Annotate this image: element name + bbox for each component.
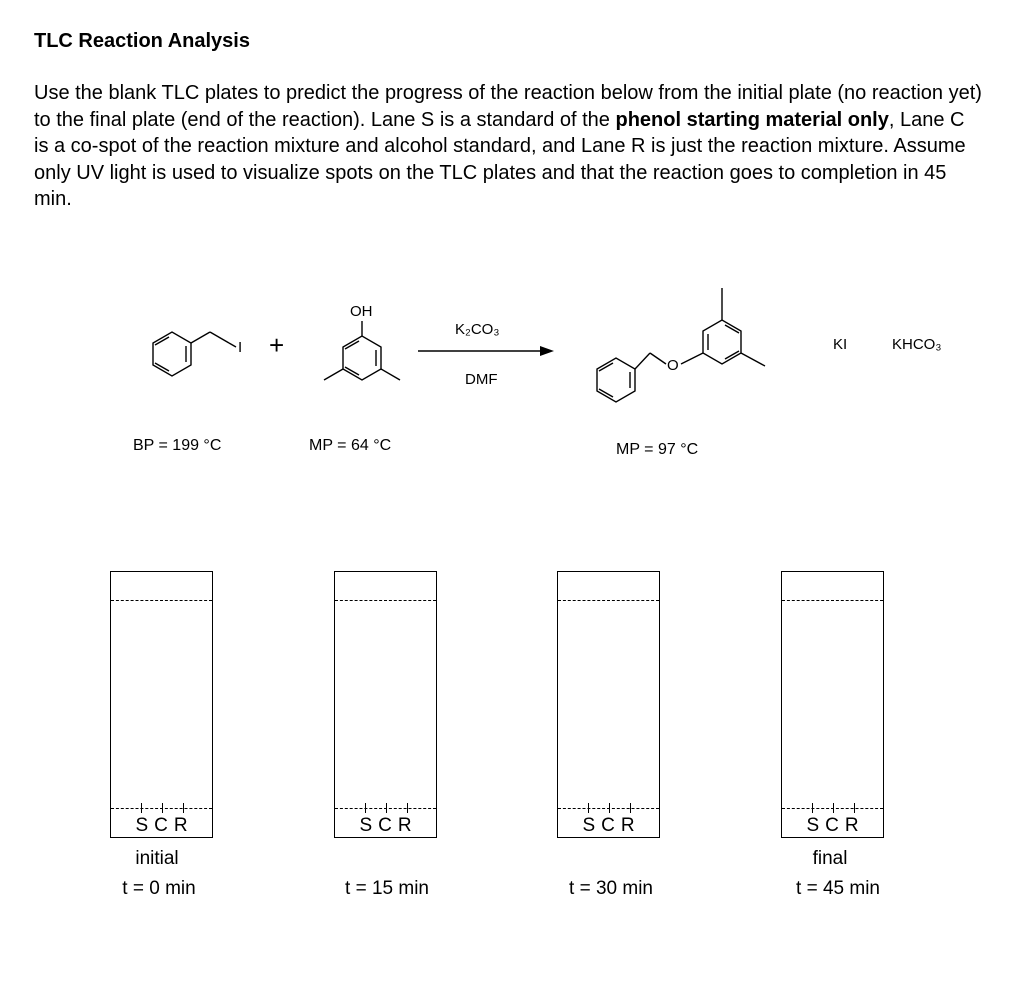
plus-sign: + (269, 330, 285, 360)
lane-s-tick (365, 803, 366, 813)
lane-labels: SCR (135, 815, 194, 836)
hydroxyl-label: OH (350, 303, 373, 320)
plate-stage-final: final (812, 848, 848, 869)
instructions-bold-text: phenol starting material only (615, 108, 889, 131)
instructions-text-1: Use the blank TLC plates to predict the progress of the reaction below from the initial plate (no reaction yet) to the final plate (end of the reaction). Lane S is a standard of the (34, 82, 982, 131)
iodine-label: I (238, 339, 243, 356)
lane-r-tick (407, 803, 408, 813)
benzyl-iodide-structure (153, 332, 236, 376)
solvent-front-line (111, 600, 212, 601)
tlc-plate-30min (557, 571, 660, 838)
arrow-head (540, 346, 554, 356)
lane-c-tick (386, 803, 387, 813)
plate-stage-initial: initial (135, 848, 179, 869)
solvent-front-line (558, 600, 659, 601)
plate-time-30: t = 30 min (569, 878, 653, 899)
tlc-plate-initial (110, 571, 213, 838)
plate-time-45: t = 45 min (796, 878, 880, 899)
plate-time-15: t = 15 min (345, 878, 429, 899)
tlc-plate-final (781, 571, 884, 838)
byproduct-ki: KI (833, 336, 848, 353)
lane-s-tick (141, 803, 142, 813)
dimethylphenol-structure (324, 321, 400, 380)
solvent-front-line (782, 600, 883, 601)
byproduct-khco3: KHCO₃ (892, 336, 942, 353)
lane-labels: SCR (806, 815, 865, 836)
lane-c-tick (162, 803, 163, 813)
reagent-label: K₂CO₃ (455, 321, 500, 338)
solvent-label: DMF (465, 371, 498, 388)
lane-c-tick (833, 803, 834, 813)
lane-s-tick (812, 803, 813, 813)
lane-s-tick (588, 803, 589, 813)
lane-labels: SCR (582, 815, 641, 836)
lane-r-tick (630, 803, 631, 813)
lane-r-tick (854, 803, 855, 813)
instructions-text-2: , Lane C is a co-spot of the reaction mixture and alcohol standard, and Lane R is just the reaction mixture. Assume only UV light is used to visualize spots on the TLC plates and that the reaction goes to completion in 45 min. (34, 108, 966, 210)
tlc-plate-15min (334, 571, 437, 838)
product-ether-structure (597, 288, 765, 402)
plate-time-0: t = 0 min (122, 878, 196, 899)
reactant2-property: MP = 64 °C (309, 437, 392, 454)
page-title: TLC Reaction Analysis (34, 30, 250, 52)
solvent-front-line (335, 600, 436, 601)
reactant1-property: BP = 199 °C (133, 437, 222, 454)
lane-r-tick (183, 803, 184, 813)
lane-labels: SCR (359, 815, 418, 836)
ether-oxygen-label: O (667, 357, 679, 374)
product-property: MP = 97 °C (616, 441, 699, 458)
lane-c-tick (609, 803, 610, 813)
